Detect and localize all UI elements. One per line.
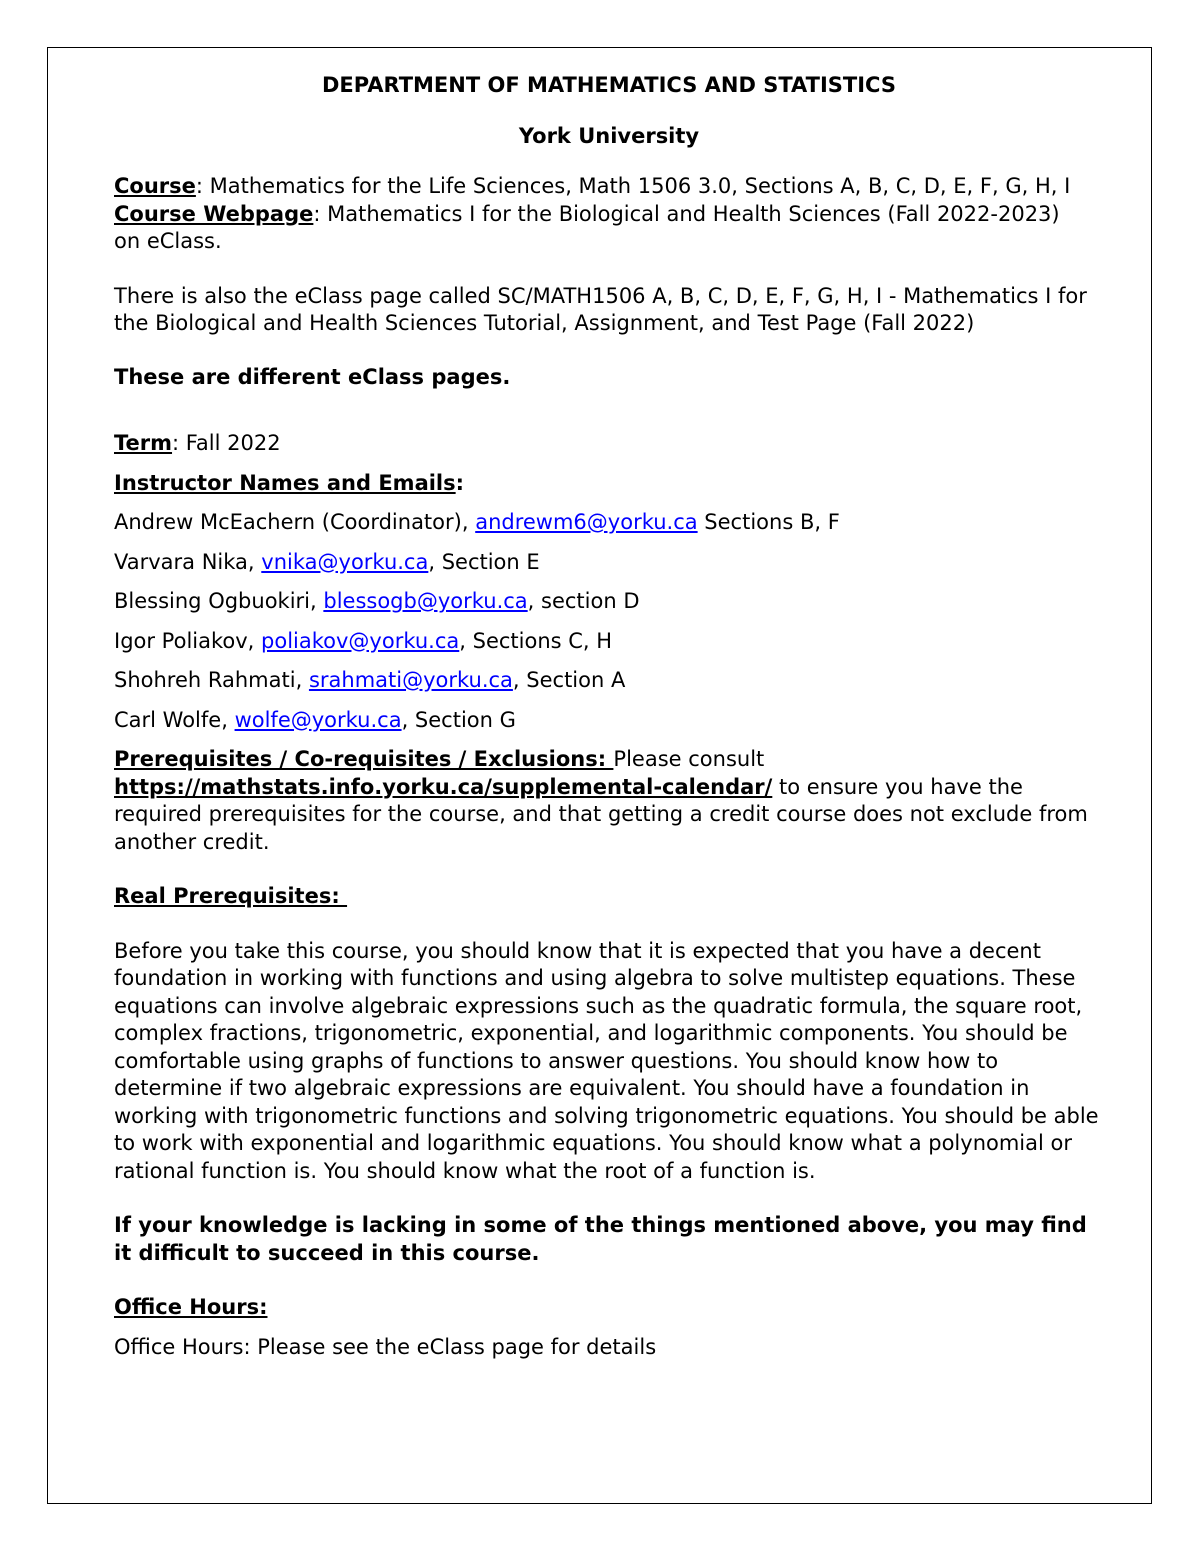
eclass-note: There is also the eClass page called SC/MATH1506 A, B, C, D, E, F, G, H, I - Mathematics I for the Biological and Health Sciences Tutorial, Assignment, and Test Page (Fall 2022) [114,283,1087,335]
instructor-name: Andrew McEachern (Coordinator), [114,510,476,534]
department-title: DEPARTMENT OF MATHEMATICS AND STATISTICS [321,73,896,97]
course-line [114,173,1104,201]
webpage-line2: on eClass. [114,229,222,253]
course-label: Course [114,174,196,198]
prerequisites-paragraph [114,746,1104,856]
document-frame [47,47,1152,1504]
term-value: : Fall 2022 [172,431,281,455]
instructor-sections: , Section G [401,707,516,732]
instructor-sections: , Sections C, H [459,628,613,653]
instructor-email-link[interactable]: andrewm6@yorku.ca [475,510,698,534]
prerequisites-after: to ensure you have the required prerequisites for the course, and that getting a credit course does not exclude from another credit. [114,774,1088,854]
instructor-email-link[interactable]: poliakov@yorku.ca [261,628,460,653]
instructor-email-link[interactable]: srahmati@yorku.ca [308,668,513,692]
instructor-sections: , Section E [428,549,540,574]
supplemental-calendar-link[interactable]: https://mathstats.info.yorku.ca/supplemental-calendar/ [114,774,773,799]
instructor-name: Blessing Ogbuokiri, [114,589,324,613]
instructor-email-link[interactable]: blessogb@yorku.ca [323,589,528,613]
webpage-label: Course Webpage [114,201,314,226]
prerequisites-intro: Please consult [613,747,765,771]
instructor-name: Igor Poliakov, [114,628,262,653]
document-content [114,72,1104,1361]
office-hours-heading: Office Hours: [114,1295,268,1319]
instructor-row [114,628,1104,656]
instructor-row [114,588,1104,616]
instructor-sections: , Section A [512,668,626,692]
instructor-name: Shohreh Rahmati, [114,668,309,692]
different-pages-note: These are different eClass pages. [114,364,511,389]
instructor-row [114,509,1104,537]
webpage-line [114,201,1104,229]
term-line [114,430,1104,458]
instructor-email-link[interactable]: wolfe@yorku.ca [234,707,402,732]
instructor-name: Varvara Nika, [114,549,262,574]
real-prerequisites-heading: Real Prerequisites: [114,884,348,908]
instructor-sections: Sections B, F [697,510,840,534]
knowledge-warning: If your knowledge is lacking in some of the things mentioned above, you may find it difficult to succeed in this course. [114,1213,1087,1265]
instructor-row [114,667,1104,695]
instructors-heading-suffix: : [455,470,465,495]
term-label: Term [114,431,173,455]
instructor-row [114,707,1104,735]
university-title: York University [518,123,700,148]
instructors-heading: Instructor Names and Emails [114,470,456,495]
instructor-email-link[interactable]: vnika@yorku.ca [261,549,429,574]
instructor-row [114,549,1104,577]
real-prerequisites-heading-line [114,883,1104,911]
webpage-value: : Mathematics I for the Biological and Health Sciences (Fall 2022-2023) [313,201,1060,226]
real-prerequisites-body: Before you take this course, you should know that it is expected that you have a decent foundation in working with functions and using algebra to solve multistep equations. These equations can involve algebraic expressions such as the quadratic formula, the square root, complex fractions, trigonometric, exponential, and logarithmic components. You should be comfortable using graphs of functions to answer questions. You should know how to determine if two algebraic expressions are equivalent. You should have a foundation in working with trigonometric functions and solving trigonometric equations. You should be able to work with exponential and logarithmic equations. You should know what a polynomial or rational function is. You should know what the root of a function is. [114,938,1099,1183]
prerequisites-label: Prerequisites / Co-requisites / Exclusions: [114,747,614,771]
office-hours-heading-line [114,1294,1104,1322]
instructor-name: Carl Wolfe, [114,707,235,732]
office-hours-body: Office Hours: Please see the eClass page for details [114,1334,657,1359]
instructor-sections: , section D [527,589,640,613]
instructors-heading-line [114,470,1104,498]
course-value: : Mathematics for the Life Sciences, Math 1506 3.0, Sections A, B, C, D, E, F, G, H, I [195,174,1071,198]
